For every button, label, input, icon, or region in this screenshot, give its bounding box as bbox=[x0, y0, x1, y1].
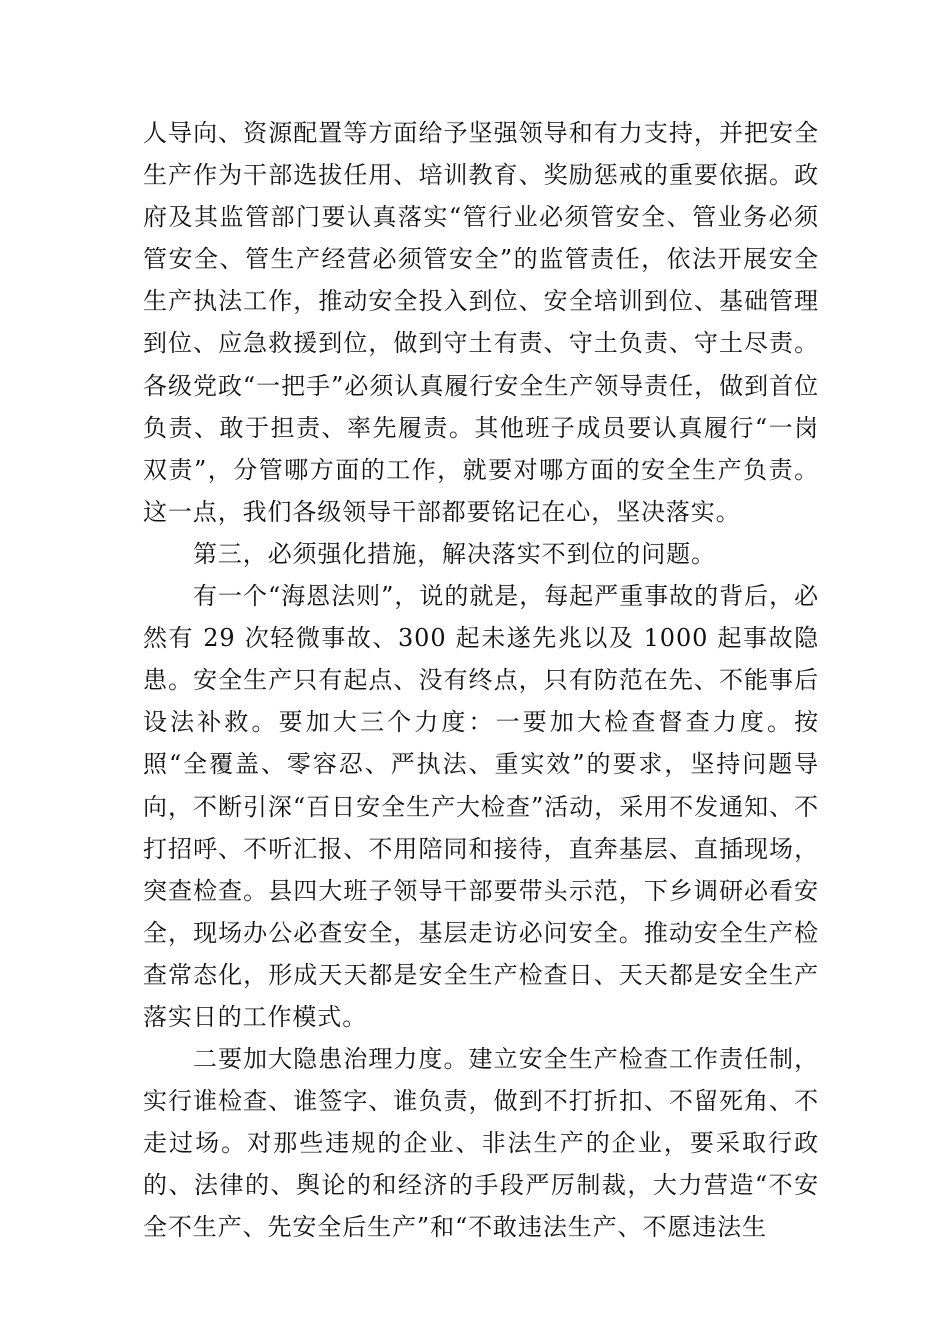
paragraph-hazard-governance: 二要加大隐患治理力度。建立安全生产检查工作责任制，实行谁检查、谁签字、谁负责，做到不打折扣、不留死角、不走过场。对那些违规的企业、非法生产的企业，要采取行政的、法律的、舆论的和经济的手段严厉制裁，大力营造“不安全不生产、先安全后生产”和“不敢违法生产、不愿违法生 bbox=[143, 1045, 819, 1242]
paragraph-leadership-responsibility: 人导向、资源配置等方面给予坚强领导和有力支持，并把安全生产作为干部选拔任用、培训教育、奖励惩戒的重要依据。政府及其监管部门要认真落实“管行业必须管安全、管业务必须管安全、管生产经营必须管安全”的监管责任，依法开展安全生产执法工作，推动安全投入到位、安全培训到位、基础管理到位、应急救援到位，做到守土有责、守土负责、守土尽责。各级党政“一把手”必须认真履行安全生产领导责任，做到首位负责、敢于担责、率先履责。其他班子成员要认真履行“一岗双责”，分管哪方面的工作，就要对哪方面的安全生产负责。这一点，我们各级领导干部都要铭记在心，坚决落实。 bbox=[143, 119, 819, 526]
document-body bbox=[143, 112, 819, 1249]
paragraph-heinrich-law: 有一个“海恩法则”，说的就是，每起严重事故的背后，必然有 29 次轻微事故、300 起未遂先兆以及 1000 起事故隐患。安全生产只有起点、没有终点，只有防范在先、不能事后设法补救。要加大三个力度：一要加大检查督查力度。按照“全覆盖、零容忍、严执法、重实效”的要求，坚持问题导向，不断引深“百日安全生产大检查”活动，采用不发通知、不打招呼、不听汇报、不用陪同和接待，直奔基层、直插现场，突查检查。县四大班子领导干部要带头示范，下乡调研必看安全，现场办公必查安全，基层走访必问安全。推动安全生产检查常态化，形成天天都是安全生产检查日、天天都是安全生产落实日的工作模式。 bbox=[143, 582, 819, 1031]
paragraph-heading-third-point: 第三，必须强化措施，解决落实不到位的问题。 bbox=[193, 539, 716, 568]
